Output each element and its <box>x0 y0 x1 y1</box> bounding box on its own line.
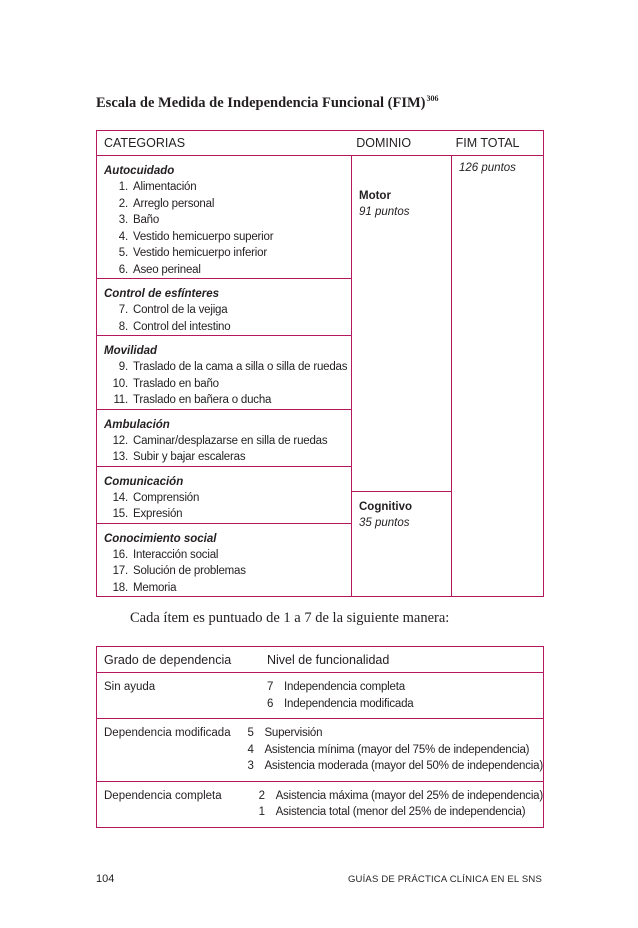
level-text: Supervisión <box>264 727 323 739</box>
category-group <box>97 156 351 279</box>
level-item <box>247 742 543 759</box>
category-item <box>104 196 351 213</box>
item-number: 8. <box>118 320 128 333</box>
levels-table-header <box>97 647 543 673</box>
item-text: Control del intestino <box>133 320 231 333</box>
category-item <box>104 212 351 229</box>
item-number: 12. <box>112 434 128 447</box>
level-item <box>267 679 543 696</box>
level-item <box>247 725 543 742</box>
item-text: Memoria <box>133 581 177 594</box>
domain-label: Cognitivo <box>359 501 413 513</box>
item-number: 15. <box>112 508 128 520</box>
item-text: Comprensión <box>133 491 200 504</box>
header-nivel: Nivel de funcionalidad <box>267 653 390 667</box>
category-item <box>104 433 351 450</box>
table-row <box>97 673 543 719</box>
category-group <box>97 410 351 467</box>
category-item <box>104 179 351 196</box>
category-group <box>97 524 351 597</box>
fim-table <box>96 130 544 597</box>
item-number: 18. <box>112 581 128 594</box>
page-number: 104 <box>96 873 115 885</box>
domain-motor <box>352 188 410 220</box>
level-item <box>259 788 543 805</box>
category-item <box>104 229 351 246</box>
item-text: Solución de problemas <box>133 565 246 577</box>
item-number: 10. <box>112 377 128 390</box>
category-group-title: Conocimiento social <box>104 532 217 545</box>
header-categorias: CATEGORIAS <box>104 136 186 150</box>
levels-table-rows <box>97 673 543 827</box>
level-text: Independencia completa <box>284 681 405 693</box>
level-text: Asistencia total (menor del 25% de independencia) <box>275 806 526 818</box>
level-text: Asistencia moderada (mayor del 50% de independencia) <box>264 760 543 772</box>
level-item <box>267 696 543 713</box>
functional-levels <box>259 788 543 821</box>
category-item <box>104 580 351 597</box>
level-score: 2 <box>258 789 265 802</box>
item-text: Caminar/desplazarse en silla de ruedas <box>133 434 328 447</box>
level-score: 1 <box>258 806 265 818</box>
header-dominio: DOMINIO <box>356 136 412 150</box>
item-number: 13. <box>112 451 128 463</box>
category-item <box>104 392 351 409</box>
reference-superscript: 306 <box>426 94 439 103</box>
category-item <box>104 449 351 466</box>
category-group-title: Control de esfínteres <box>104 288 220 300</box>
category-item <box>104 563 351 580</box>
domain-divider <box>352 491 451 492</box>
item-number: 9. <box>118 361 128 373</box>
item-number: 3. <box>118 214 128 226</box>
header-grado: Grado de dependencia <box>104 653 232 667</box>
level-item <box>259 804 543 821</box>
item-text: Aseo perineal <box>133 263 201 276</box>
functional-levels <box>247 725 543 775</box>
item-number: 14. <box>112 491 128 504</box>
category-item <box>104 319 351 336</box>
item-text: Vestido hemicuerpo inferior <box>133 247 267 259</box>
series-title: GUÍAS DE PRÁCTICA CLÍNICA EN EL SNS <box>347 874 542 885</box>
item-text: Expresión <box>133 508 183 520</box>
category-group-title: Comunicación <box>104 475 184 488</box>
document-title: Escala de Medida de Independencia Funcional (FIM)$^{306}$ <box>96 94 439 111</box>
dependency-grade: Dependencia modificada <box>104 727 231 739</box>
level-score: 7 <box>267 681 274 693</box>
header-fim-total: FIM TOTAL <box>455 136 520 150</box>
level-score: 6 <box>267 697 274 710</box>
domain-points: 35 puntos <box>359 517 410 529</box>
item-number: 11. <box>113 394 128 406</box>
item-text: Control de la vejiga <box>133 304 228 316</box>
category-item <box>104 506 351 523</box>
scoring-intro: Cada ítem es puntuado de 1 a 7 de la siguiente manera: <box>130 610 450 626</box>
item-text: Alimentación <box>133 181 197 193</box>
domain-points: 91 puntos <box>359 206 410 218</box>
category-item <box>104 302 351 319</box>
item-text: Arreglo personal <box>133 197 215 210</box>
category-group <box>97 467 351 524</box>
dependency-grade: Sin ayuda <box>104 681 156 693</box>
table-row <box>97 782 543 827</box>
levels-table <box>96 646 544 828</box>
categories-column <box>97 156 352 596</box>
level-text: Independencia modificada <box>284 697 414 710</box>
level-text: Asistencia máxima (mayor del 25% de independencia) <box>275 789 543 802</box>
item-text: Subir y bajar escaleras <box>133 451 246 463</box>
category-group <box>97 336 351 410</box>
dependency-grade: Dependencia completa <box>104 789 222 802</box>
functional-levels <box>267 679 543 712</box>
category-group-title: Ambulación <box>104 418 170 431</box>
item-text: Interacción social <box>133 548 219 561</box>
item-text: Traslado en bañera o ducha <box>133 394 272 406</box>
item-number: 6. <box>118 263 128 276</box>
level-item <box>247 758 543 775</box>
category-item <box>104 376 351 393</box>
item-text: Traslado en baño <box>133 377 219 390</box>
level-text: Asistencia mínima (mayor del 75% de independencia) <box>264 743 530 756</box>
level-score: 3 <box>247 760 254 772</box>
item-number: 4. <box>118 230 128 243</box>
item-number: 17. <box>112 565 128 577</box>
item-number: 5. <box>118 247 128 259</box>
domain-cognitivo <box>352 499 412 531</box>
table-row <box>97 719 543 782</box>
category-group-title: Autocuidado <box>104 165 175 177</box>
level-score: 5 <box>247 727 254 739</box>
item-number: 1. <box>118 181 128 193</box>
category-group <box>97 279 351 336</box>
fim-table-body <box>97 156 543 596</box>
category-item <box>104 490 351 507</box>
category-item <box>104 359 351 376</box>
category-item <box>104 262 351 279</box>
category-item <box>104 547 351 564</box>
level-score: 4 <box>247 743 254 756</box>
fim-table-header <box>97 131 543 156</box>
domain-column <box>352 156 452 596</box>
item-number: 16. <box>112 548 128 561</box>
item-number: 2. <box>118 197 128 210</box>
item-text: Traslado de la cama a silla o silla de ruedas <box>133 361 348 373</box>
category-item <box>104 245 351 262</box>
domain-label: Motor <box>359 190 391 202</box>
item-text: Vestido hemicuerpo superior <box>133 230 274 243</box>
category-group-title: Movilidad <box>104 345 158 357</box>
item-text: Baño <box>133 214 160 226</box>
item-number: 7. <box>118 304 128 316</box>
fim-total-cell: 126 puntos <box>459 162 516 174</box>
